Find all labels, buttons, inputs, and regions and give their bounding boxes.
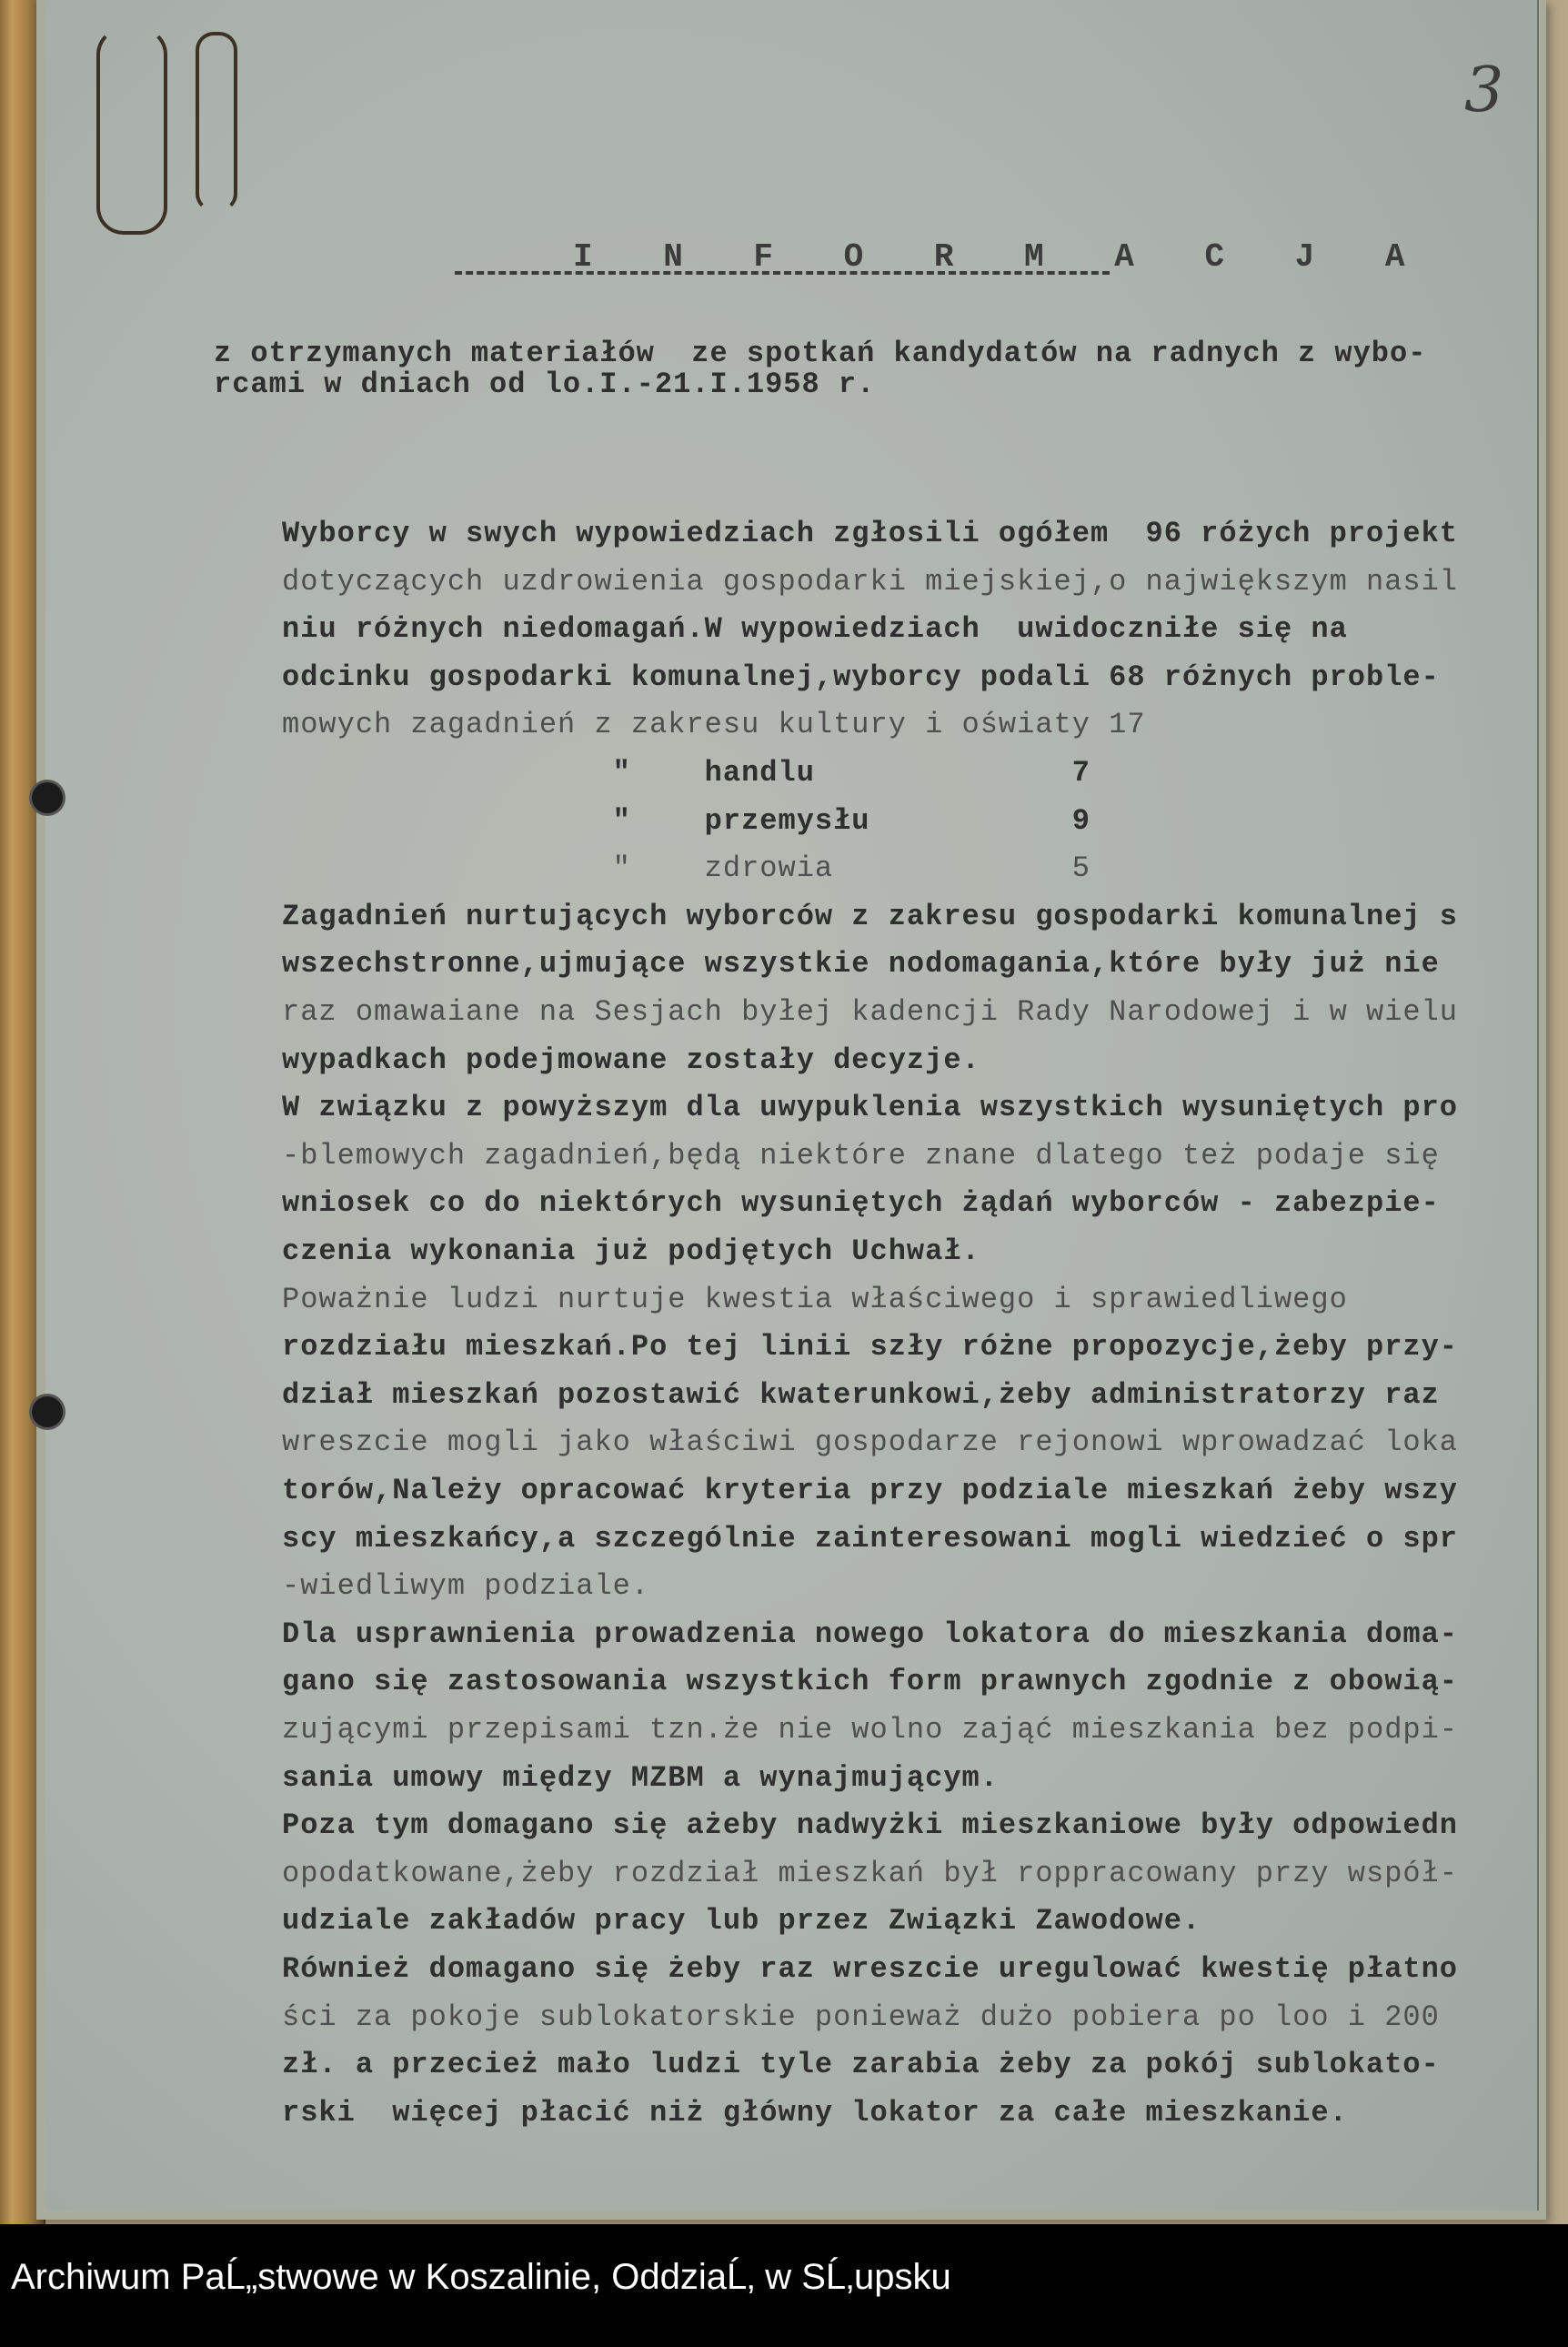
- page-number: 3: [1464, 55, 1504, 126]
- body-line: Poważnie ludzi nurtuje kwestia właściwego i sprawiedliwego: [282, 1283, 1348, 1316]
- body-line: dotyczących uzdrowienia gospodarki miejskiej,o największym nasil: [282, 565, 1458, 599]
- body-line: raz omawaiane na Sesjach byłej kadencji Rady Narodowej i w wielu: [282, 995, 1458, 1029]
- paper-clip-icon: [196, 32, 237, 212]
- subtitle-line: rcami w dniach od lo.I.-21.I.1958 r.: [214, 368, 876, 401]
- body-line: rozdziału mieszkań.Po tej linii szły różne propozycje,żeby przy-: [282, 1330, 1458, 1364]
- body-line: scy mieszkańcy,a szczególnie zainteresowani mogli wiedzieć o spr: [282, 1522, 1458, 1556]
- body-line: Zagadnień nurtujących wyborców z zakresu gospodarki komunalnej s: [282, 900, 1458, 933]
- body-line: torów,Należy opracować kryteria przy podziale mieszkań żeby wszy: [282, 1474, 1458, 1507]
- document-title: I N F O R M A C J A: [573, 238, 1431, 276]
- body-line: zł. a przecież mało ludzi tyle zarabia żeby za pokój sublokato-: [282, 2048, 1440, 2081]
- body-line: gano się zastosowania wszystkich form prawnych zgodnie z obowią-: [282, 1665, 1458, 1698]
- body-line: zującymi przepisami tzn.że nie wolno zająć mieszkania bez podpi-: [282, 1713, 1458, 1747]
- body-line: wszechstronne,ujmujące wszystkie nodomagania,które były już nie: [282, 947, 1440, 981]
- body-line: mowych zagadnień z zakresu kultury i oświaty 17: [282, 708, 1146, 741]
- body-line: -wiedliwym podziale.: [282, 1569, 650, 1603]
- body-line: wreszcie mogli jako właściwi gospodarze rejonowi wprowadzać loka: [282, 1425, 1458, 1459]
- body-line: udziale zakładów pracy lub przez Związki Zawodowe.: [282, 1904, 1201, 1938]
- body-line: Dla usprawnienia prowadzenia nowego lokatora do mieszkania doma-: [282, 1617, 1458, 1651]
- body-line: wniosek co do niektórych wysuniętych żądań wyborców - zabezpie-: [282, 1186, 1440, 1220]
- archive-footer: [0, 2224, 1568, 2347]
- body-line: opodatkowane,żeby rozdział mieszkań był roppracowany przy współ-: [282, 1857, 1458, 1890]
- subtitle-line: z otrzymanych materiałów ze spotkań kandydatów na radnych z wybo-: [214, 337, 1427, 370]
- body-line: ści za pokoje sublokatorskie ponieważ dużo pobiera po loo i 200: [282, 2000, 1440, 2034]
- body-line: -blemowych zagadnień,będą niektóre znane dlatego też podaje się: [282, 1139, 1440, 1173]
- body-line: rski więcej płacić niż główny lokator za całe mieszkanie.: [282, 2096, 1348, 2130]
- body-line: " handlu 7: [282, 756, 1091, 790]
- body-line: W związku z powyższym dla uwypuklenia wszystkich wysuniętych pro: [282, 1091, 1458, 1124]
- body-line: Poza tym domagano się ażeby nadwyżki mieszkaniowe były odpowiedn: [282, 1808, 1458, 1842]
- document-page: [45, 0, 1539, 2211]
- body-line: Wyborcy w swych wypowiedziach zgłosili ogółem 96 różych projekt: [282, 517, 1458, 550]
- body-line: czenia wykonania już podjętych Uchwał.: [282, 1234, 980, 1268]
- body-line: " przemysłu 9: [282, 804, 1091, 838]
- title-underline: [455, 271, 1110, 289]
- archive-credit: Archiwum PaĹ„stwowe w Koszalinie, OddziaĹ‚ w SĹ‚upsku: [11, 2257, 951, 2297]
- body-line: niu różnych niedomagań.W wypowiedziach uwidoczniłe się na: [282, 612, 1348, 646]
- body-line: wypadkach podejmowane zostały decyzje.: [282, 1043, 980, 1077]
- body-line: sania umowy między MZBM a wynajmującym.: [282, 1761, 999, 1795]
- punch-hole-icon: [32, 782, 63, 813]
- paper-clip-icon: [96, 27, 167, 235]
- body-line: odcinku gospodarki komunalnej,wyborcy podali 68 różnych proble-: [282, 660, 1440, 694]
- punch-hole-icon: [32, 1396, 63, 1427]
- body-line: " zdrowia 5: [282, 851, 1091, 885]
- body-line: dział mieszkań pozostawić kwaterunkowi,żeby administratorzy raz: [282, 1378, 1440, 1412]
- body-line: Również domagano się żeby raz wreszcie uregulować kwestię płatno: [282, 1952, 1458, 1986]
